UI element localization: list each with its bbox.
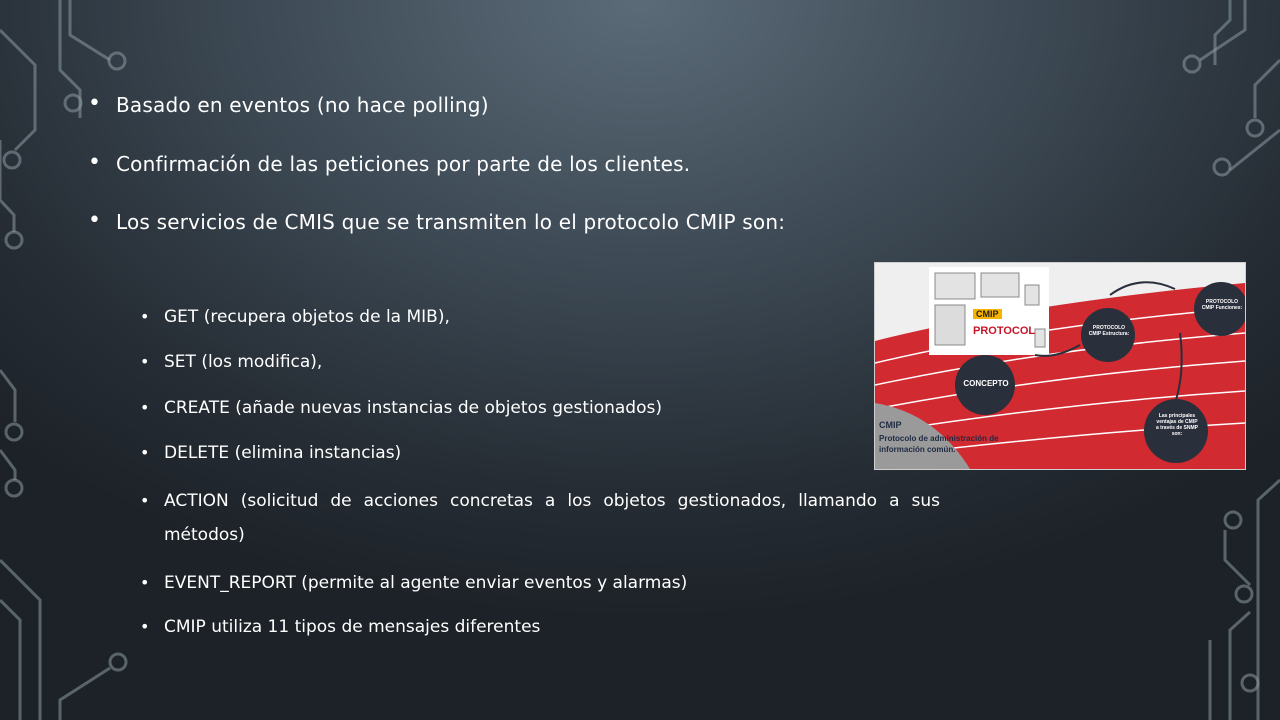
bullet-item: [88, 200, 940, 244]
sub-bullet-text: ACTION (solicitud de acciones concretas a los objetos gestionados, llamando a sus métodos): [164, 491, 940, 545]
protocol-tag: PROTOCOL: [973, 325, 1036, 337]
sub-bullet-text: EVENT_REPORT (permite al agente enviar eventos y alarmas): [164, 573, 688, 593]
sub-bullet-text: GET (recupera objetos de la MIB),: [164, 307, 450, 327]
caption-title: CMIP: [879, 420, 902, 430]
sub-bullet-text: CMIP utiliza 11 tipos de mensajes diferentes: [164, 617, 541, 637]
sub-bullet-item: [140, 300, 940, 334]
concepto-label: CONCEPTO: [963, 379, 1009, 388]
bullet-item: [88, 83, 940, 127]
bullet-dot: •: [140, 617, 150, 636]
bullet-dot: •: [88, 150, 102, 175]
caption-text: Protocolo de administración de información común.: [879, 434, 999, 454]
bullet-dot: •: [140, 352, 150, 371]
sub-bullet-item: [140, 610, 940, 644]
bullet-dot: •: [140, 307, 150, 326]
bullet-dot: •: [140, 398, 150, 417]
cmip-tag: CMIP: [973, 309, 1002, 319]
sub-bullet-item: [140, 436, 940, 470]
ventajas-label: Las principales ventajas de CMIP a través de SNMP son:: [1156, 413, 1198, 437]
sub-bullet-item: [140, 484, 940, 552]
bullet-dot: •: [140, 573, 150, 592]
sub-bullet-item: [140, 345, 940, 379]
bullet-text: Confirmación de las peticiones por parte de los clientes.: [116, 152, 691, 176]
funciones-label: PROTOCOLO CMIP Funciones:: [1201, 299, 1243, 311]
sub-bullet-text: DELETE (elimina instancias): [164, 443, 402, 463]
bullet-dot: •: [140, 443, 150, 462]
sub-bullet-text: CREATE (añade nuevas instancias de objetos gestionados): [164, 398, 662, 418]
sub-bullet-item: [140, 391, 940, 425]
bullet-item: [88, 142, 940, 186]
bullet-text: Basado en eventos (no hace polling): [116, 93, 489, 117]
bullet-dot: •: [88, 91, 102, 116]
estructura-label: PROTOCOLO CMIP Estructura:: [1088, 325, 1130, 337]
sub-bullet-item: [140, 566, 940, 600]
bullet-text: Los servicios de CMIS que se transmiten lo el protocolo CMIP son:: [116, 210, 786, 234]
bullet-dot: •: [88, 208, 102, 233]
sub-bullet-text: SET (los modifica),: [164, 352, 323, 372]
bullet-dot: •: [140, 491, 150, 510]
cmip-diagram-image: [874, 262, 1246, 470]
